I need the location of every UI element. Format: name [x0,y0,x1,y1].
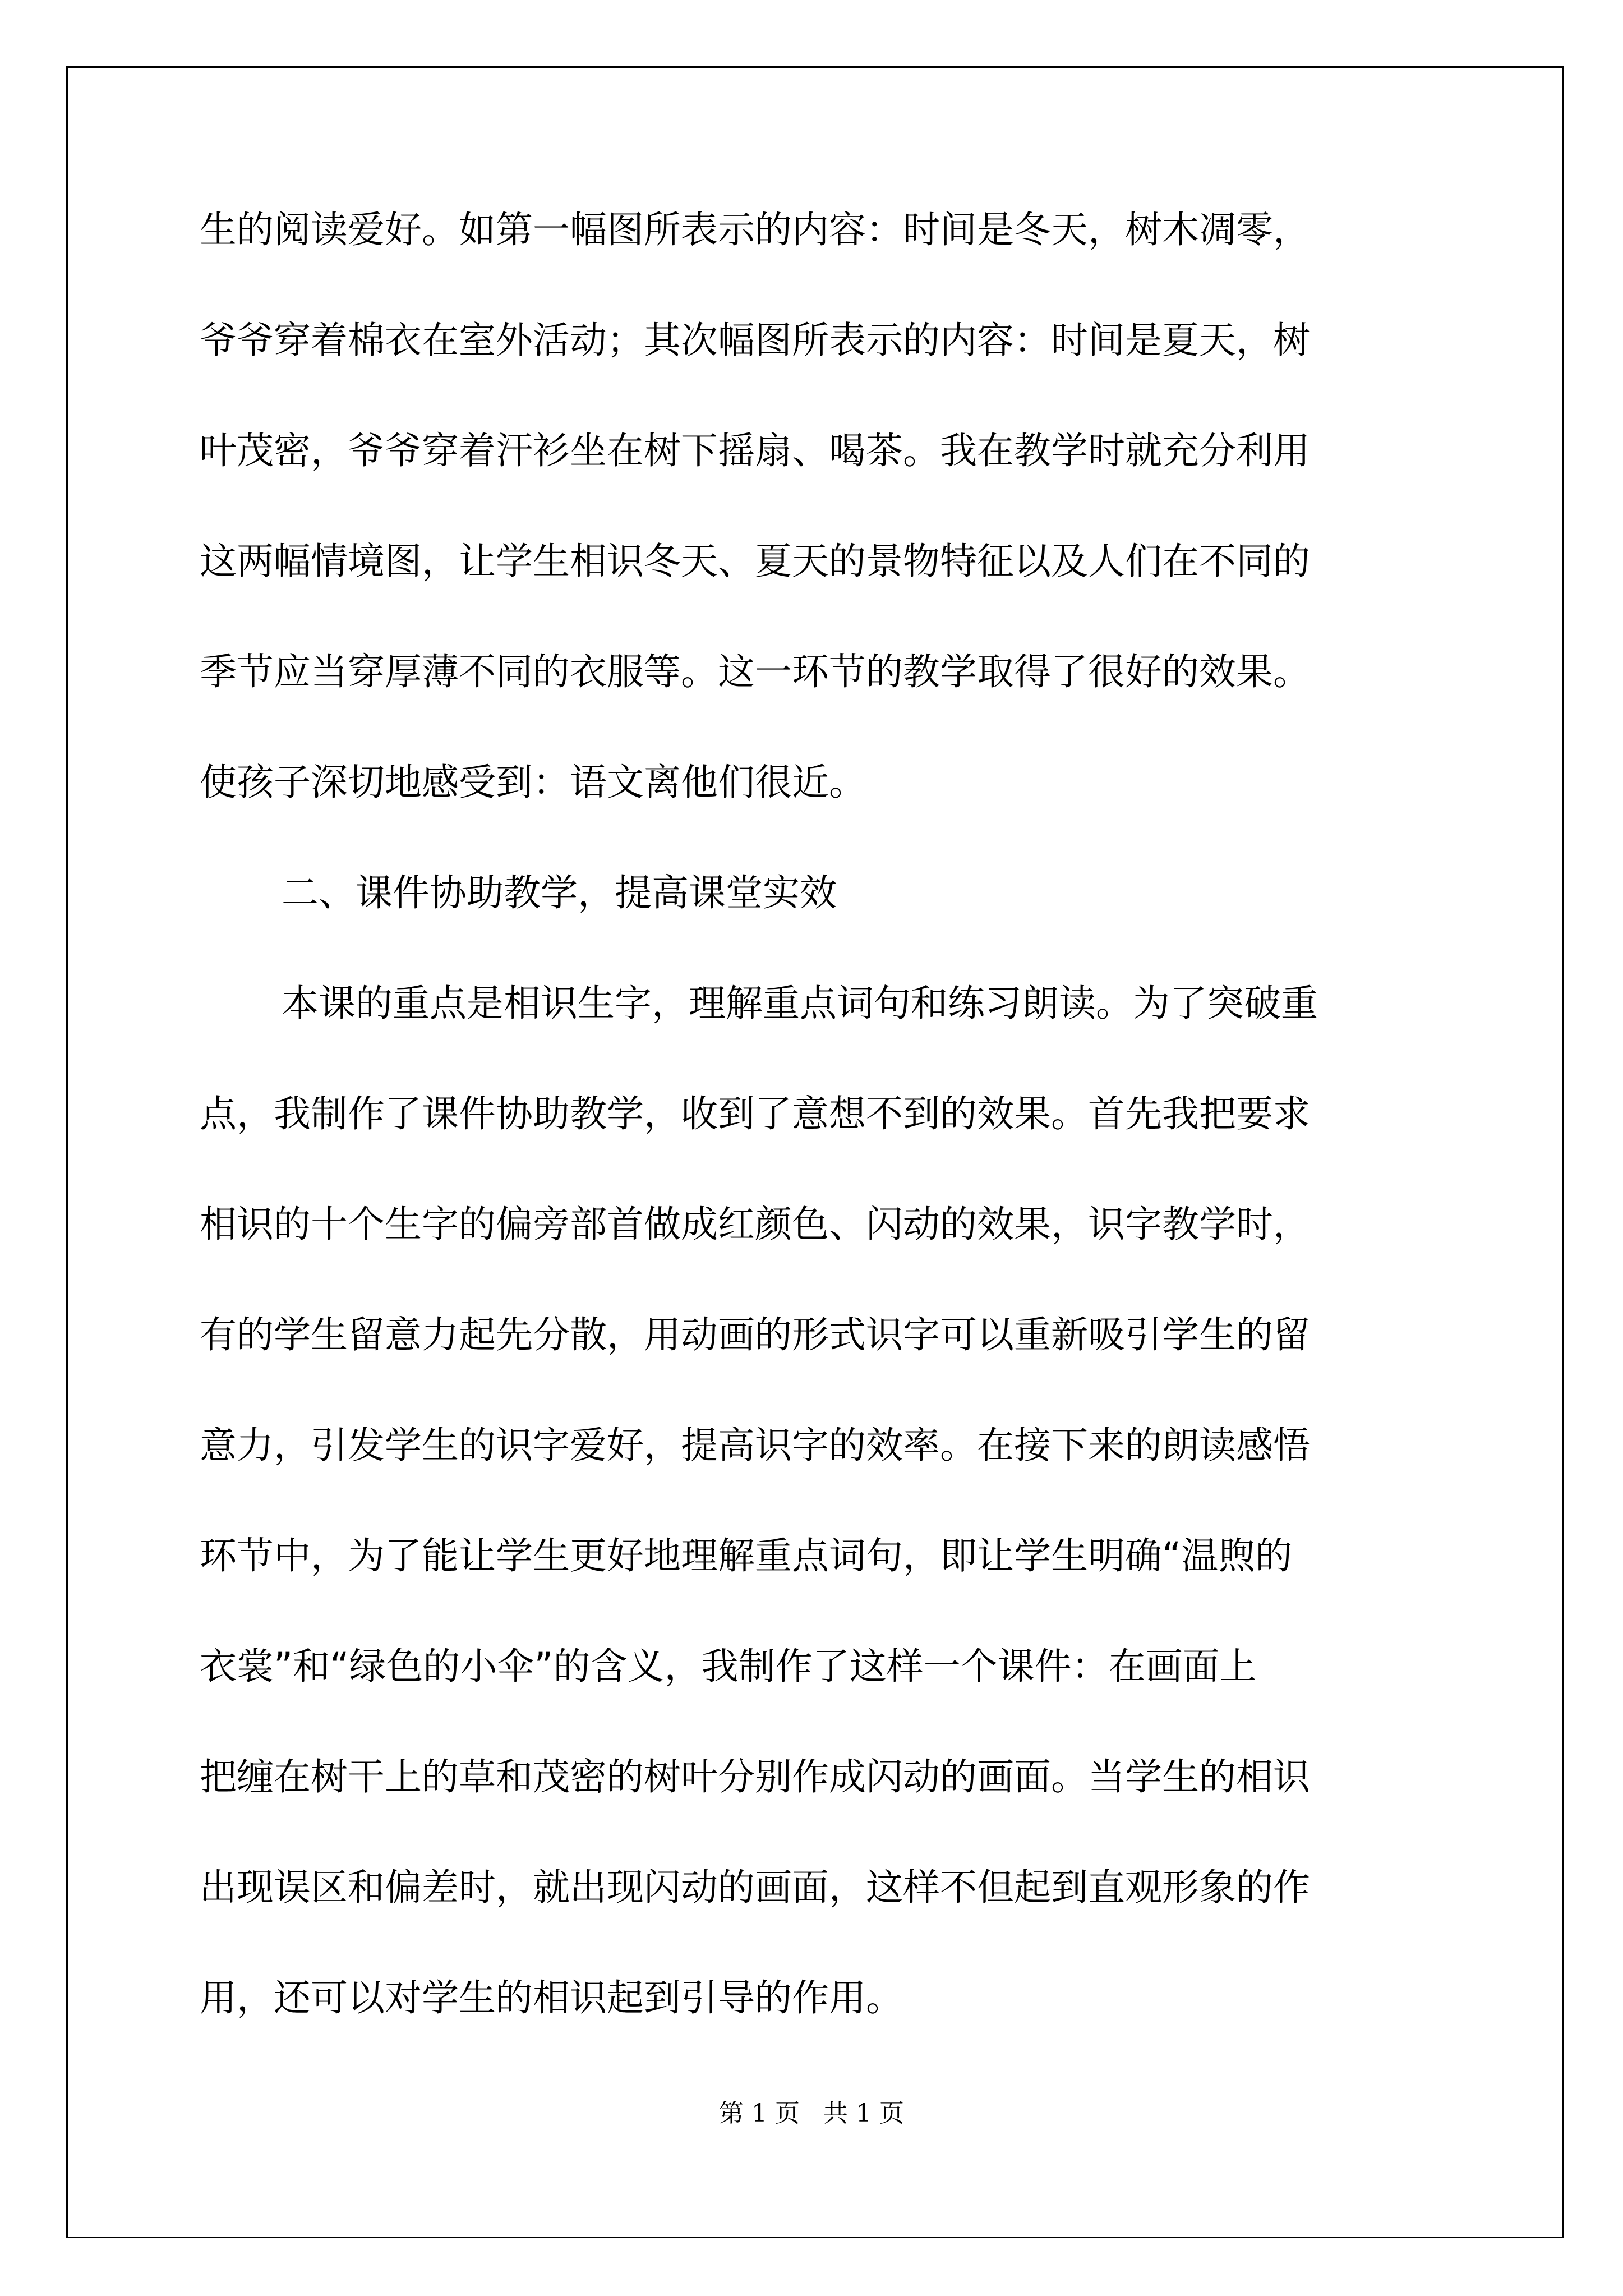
paragraph-line: 衣裳”和“绿色的小伞”的含义，我制作了这样一个课件：在画面上 [200,1645,1257,1688]
paragraph-line: 季节应当穿厚薄不同的衣服等。这一环节的教学取得了很好的效果。 [200,650,1310,693]
paragraph-line: 相识的十个生字的偏旁部首做成红颜色、闪动的效果，识字教学时， [200,1203,1310,1246]
paragraph-line: 点，我制作了课件协助教学，收到了意想不到的效果。首先我把要求 [200,1092,1310,1135]
paragraph-line: 用，还可以对学生的相识起到引导的作用。 [200,1976,903,2019]
page-footer: 第 1 页 共 1 页 [719,2099,904,2128]
paragraph-line: 本课的重点是相识生字，理解重点词句和练习朗读。为了突破重 [282,982,1318,1025]
paragraph-line: 出现误区和偏差时，就出现闪动的画面，这样不但起到直观形象的作 [200,1866,1310,1909]
paragraph-line: 这两幅情境图，让学生相识冬天、夏天的景物特征以及人们在不同的 [200,540,1310,583]
section-heading: 二、课件协助教学，提高课堂实效 [282,871,837,914]
paragraph-line: 有的学生留意力起先分散，用动画的形式识字可以重新吸引学生的留 [200,1313,1310,1356]
paragraph-line: 把缠在树干上的草和茂密的树叶分别作成闪动的画面。当学生的相识 [200,1755,1310,1798]
paragraph-line: 叶茂密，爷爷穿着汗衫坐在树下摇扇、喝茶。我在教学时就充分利用 [200,429,1310,472]
paragraph-line: 生的阅读爱好。如第一幅图所表示的内容：时间是冬天，树木凋零， [200,208,1310,251]
paragraph-line: 使孩子深切地感受到：语文离他们很近。 [200,761,866,804]
paragraph-line: 意力，引发学生的识字爱好，提高识字的效率。在接下来的朗读感悟 [200,1424,1310,1467]
paragraph-line: 爷爷穿着棉衣在室外活动；其次幅图所表示的内容：时间是夏天，树 [200,319,1310,362]
paragraph-line: 环节中，为了能让学生更好地理解重点词句，即让学生明确“温煦的 [200,1534,1293,1577]
